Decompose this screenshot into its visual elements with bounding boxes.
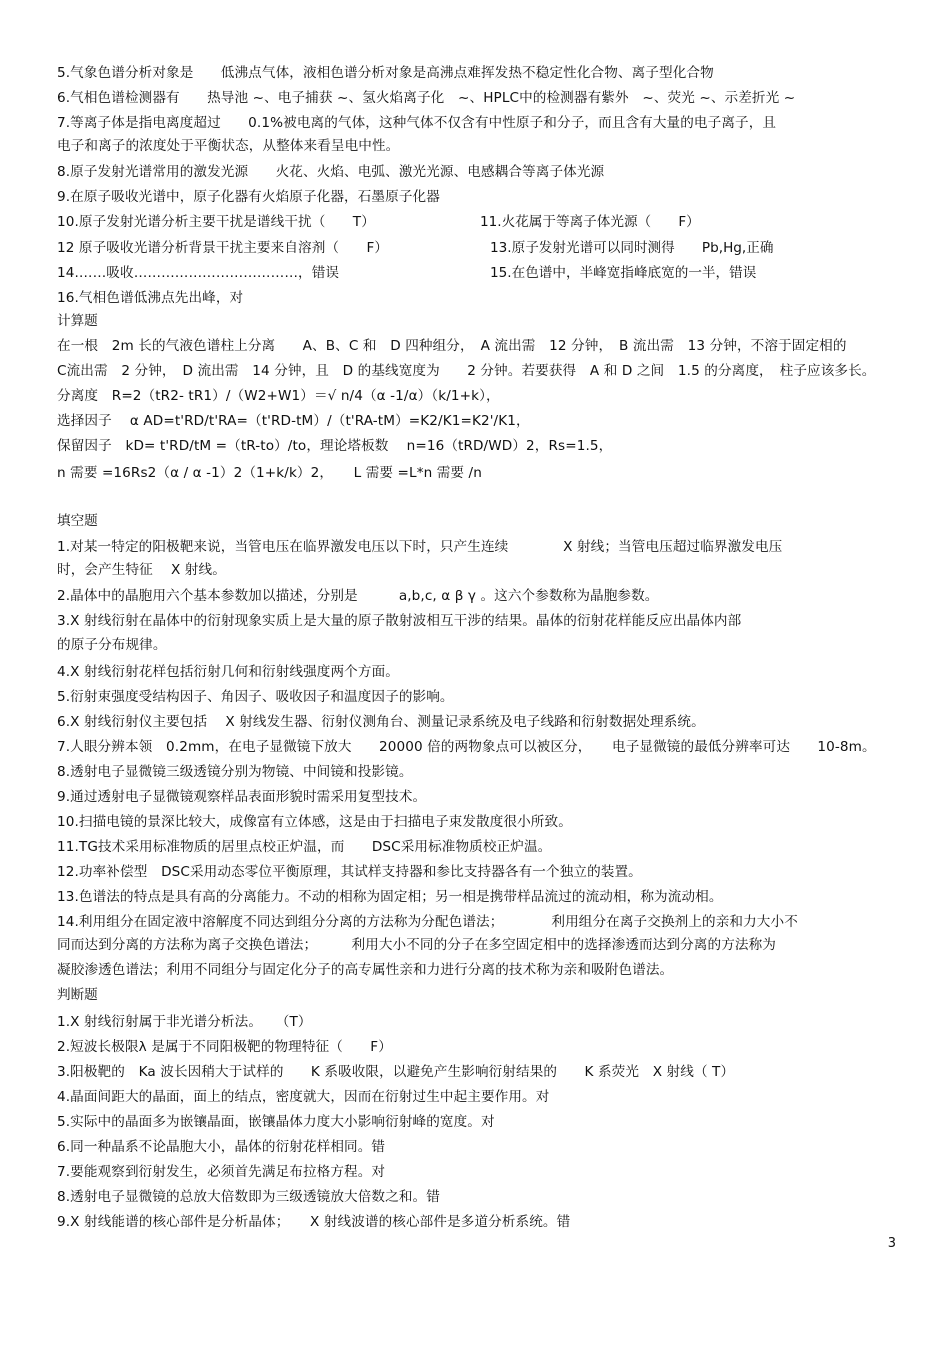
text-line: 14.利用组分在固定液中溶解度不同达到组分分离的方法称为分配色谱法； 利用组分在离子交换剂上的亲和力大小不 xyxy=(57,914,798,930)
page-number: 3 xyxy=(887,1236,896,1251)
text-line: 13.色谱法的特点是具有高的分离能力。不动的相称为固定相；另一相是携带样品流过的流动相，称为流动相。 xyxy=(57,889,723,905)
text-line: 9.X 射线能谱的核心部件是分析晶体； X 射线波谱的核心部件是多道分析系统。错 xyxy=(57,1214,571,1230)
text-line: 16.气相色谱低沸点先出峰，对 xyxy=(57,290,244,306)
text-line: 5.衍射束强度受结构因子、角因子、吸收因子和温度因子的影响。 xyxy=(57,689,454,705)
text-line: 3.X 射线衍射在晶体中的衍射现象实质上是大量的原子散射波相互干涉的结果。晶体的衍射花样能反应出晶体内部 xyxy=(57,613,742,629)
text-line: 的原子分布规律。 xyxy=(57,637,167,653)
text-line: C流出需 2 分钟， D 流出需 14 分钟，且 D 的基线宽度为 2 分钟。若要获得 A 和 D 之间 1.5 的分离度， 柱子应该多长。 xyxy=(57,363,876,379)
text-line: 8.透射电子显微镜的总放大倍数即为三级透镜放大倍数之和。错 xyxy=(57,1189,440,1205)
text-line: 7.等离子体是指电离度超过 0.1%被电离的气体，这种气体不仅含有中性原子和分子，而且含有大量的电子离子，且 xyxy=(57,115,777,131)
formula-line: 保留因子 kD= t'RD/tM =（tR-to）/to，理论塔板数 n=16（tRD/WD）2，Rs=1.5， xyxy=(57,438,613,454)
text-line: 5.实际中的晶面多为嵌镶晶面，嵌镶晶体力度大小影响衍射峰的宽度。对 xyxy=(57,1114,495,1130)
text-line: 8.透射电子显微镜三级透镜分别为物镜、中间镜和投影镜。 xyxy=(57,764,413,780)
text-line: 7.人眼分辨本领 0.2mm，在电子显微镜下放大 20000 倍的两物象点可以被区分， 电子显微镜的最低分辨率可达 10-8m。 xyxy=(57,739,876,755)
text-line: 4.X 射线衍射花样包括衍射几何和衍射线强度两个方面。 xyxy=(57,664,399,680)
text-line: 2.短波长极限λ 是属于不同阳极靶的物理特征（ F） xyxy=(57,1039,392,1055)
formula-line: 选择因子 α AD=t'RD/t'RA=（t'RD-tM）/（t'RA-tM）=K2/K1=K2'/K1， xyxy=(57,413,530,429)
text-line: 时，会产生特征 X 射线。 xyxy=(57,562,226,578)
text-line: 1.X 射线衍射属于非光谱分析法。 （T） xyxy=(57,1014,312,1030)
text-line: 5.气象色谱分析对象是 低沸点气体，液相色谱分析对象是高沸点难挥发热不稳定性化合物、离子型化合物 xyxy=(57,65,714,81)
text-line: 3.阳极靶的 Ka 波长因稍大于试样的 K 系吸收限，以避免产生影响衍射结果的 K 系荧光 X 射线（ T） xyxy=(57,1064,735,1080)
question-left: 12 原子吸收光谱分析背景干扰主要来自溶剂（ F） xyxy=(57,240,389,256)
text-line: 9.在原子吸收光谱中，原子化器有火焰原子化器，石墨原子化器 xyxy=(57,189,440,205)
question-right: 15.在色谱中，半峰宽指峰底宽的一半，错误 xyxy=(490,265,757,281)
text-line: 6.同一种晶系不论晶胞大小，晶体的衍射花样相同。错 xyxy=(57,1139,386,1155)
formula-line: n 需要 =16Rs2（α / α -1）2（1+k/k）2， L 需要 =L*n 需要 /n xyxy=(57,465,482,481)
section-heading-fill: 填空题 xyxy=(57,513,98,529)
text-line: 12.功率补偿型 DSC采用动态零位平衡原理，其试样支持器和参比支持器各有一个独立的装置。 xyxy=(57,864,642,880)
section-heading-judge: 判断题 xyxy=(57,987,98,1003)
formula-line: 分离度 R=2（tR2- tR1）/（W2+W1）＝√ n/4（α -1/α）（k/1+k）， xyxy=(57,388,500,404)
text-line: 7.要能观察到衍射发生，必须首先满足布拉格方程。对 xyxy=(57,1164,386,1180)
text-line: 6.气相色谱检测器有 热导池 ~、电子捕获 ~、氢火焰离子化 ~、HPLC中的检测器有紫外 ~、荧光 ~、示差折光 ~ xyxy=(57,90,796,106)
text-line: 4.晶面间距大的晶面，面上的结点，密度就大，因而在衍射过生中起主要作用。对 xyxy=(57,1089,550,1105)
text-line: 6.X 射线衍射仪主要包括 X 射线发生器、衍射仪测角台、测量记录系统及电子线路和衍射数据处理系统。 xyxy=(57,714,705,730)
section-heading-calc: 计算题 xyxy=(57,313,98,329)
question-right: 13.原子发射光谱可以同时测得 Pb,Hg,正确 xyxy=(490,240,774,256)
question-left: 14.……吸收………………………………，错误 xyxy=(57,265,340,281)
text-line: 2.晶体中的晶胞用六个基本参数加以描述，分别是 a,b,c, α β γ 。这六个参数称为晶胞参数。 xyxy=(57,588,659,604)
question-left: 10.原子发射光谱分析主要干扰是谱线干扰（ T） xyxy=(57,214,375,230)
text-line: 凝胶渗透色谱法；利用不同组分与固定化分子的高专属性亲和力进行分离的技术称为亲和吸附色谱法。 xyxy=(57,962,674,978)
text-line: 电子和离子的浓度处于平衡状态，从整体来看呈电中性。 xyxy=(57,138,400,154)
question-right: 11.火花属于等离子体光源（ F） xyxy=(480,214,700,230)
text-line: 11.TG技术采用标准物质的居里点校正炉温，而 DSC采用标准物质校正炉温。 xyxy=(57,839,552,855)
text-line: 10.扫描电镜的景深比较大，成像富有立体感，这是由于扫描电子束发散度很小所致。 xyxy=(57,814,572,830)
text-line: 9.通过透射电子显微镜观察样品表面形貌时需采用复型技术。 xyxy=(57,789,427,805)
text-line: 8.原子发射光谱常用的激发光源 火花、火焰、电弧、激光光源、电感耦合等离子体光源 xyxy=(57,164,605,180)
text-line: 1.对某一特定的阳极靶来说，当管电压在临界激发电压以下时，只产生连续 X 射线；当管电压超过临界激发电压 xyxy=(57,539,783,555)
text-line: 在一根 2m 长的气液色谱柱上分离 A、B、C 和 D 四种组分， A 流出需 12 分钟， B 流出需 13 分钟，不溶于固定相的 xyxy=(57,338,847,354)
text-line: 同而达到分离的方法称为离子交换色谱法； 利用大小不同的分子在多空固定相中的选择渗透而达到分离的方法称为 xyxy=(57,937,776,953)
